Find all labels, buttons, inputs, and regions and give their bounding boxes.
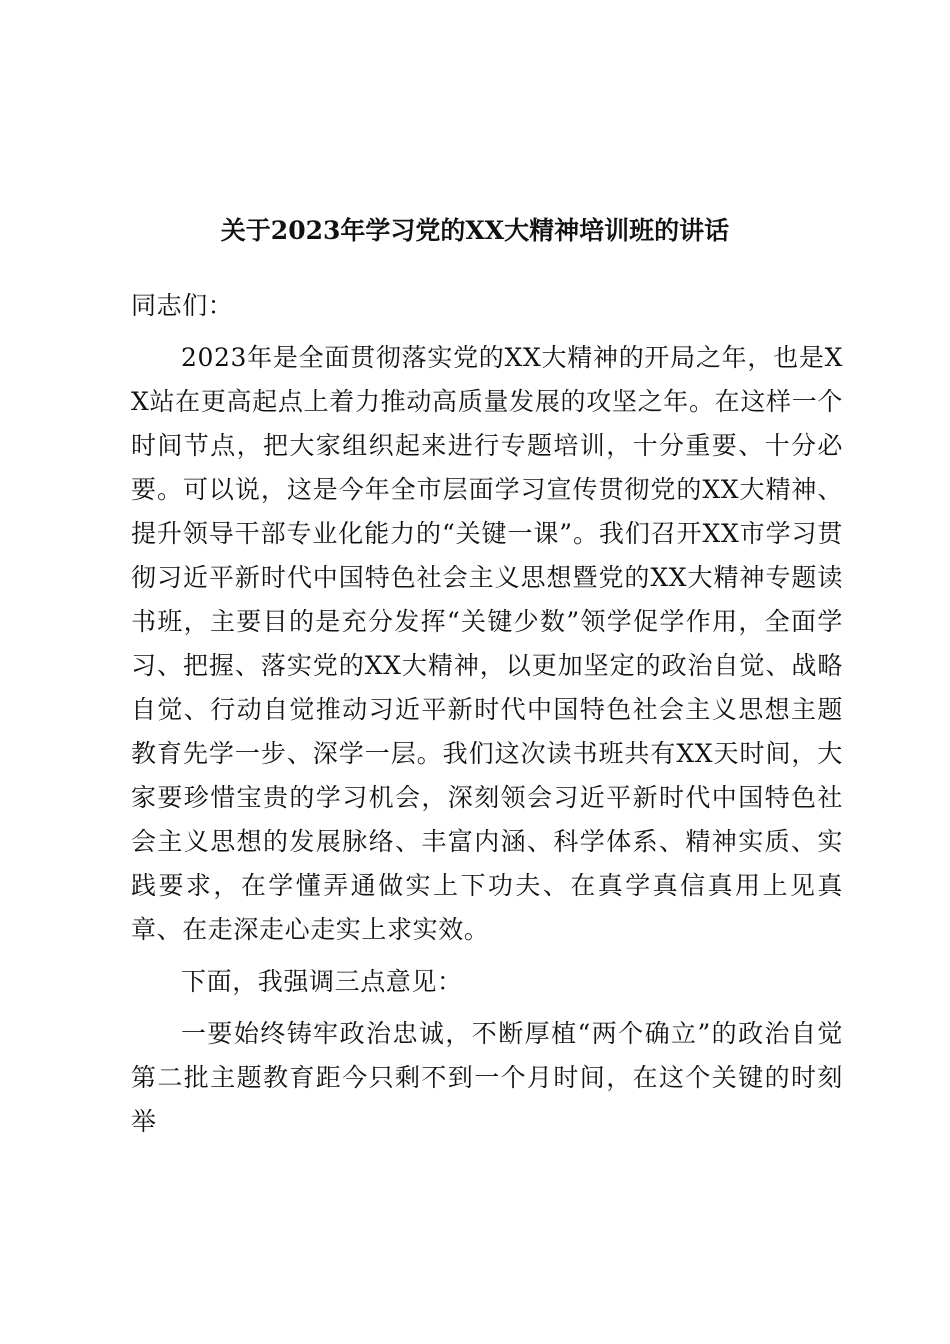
salutation: 同志们： xyxy=(131,291,234,320)
document-body xyxy=(131,284,843,1144)
paragraph-point-one: 一要始终铸牢政治忠诚，不断厚植“两个确立”的政治自觉第二批主题教育距今只剩不到一个月时间，在这个关键的时刻举 xyxy=(131,1019,843,1136)
paragraph-intro: 2023年是全面贯彻落实党的XX大精神的开局之年，也是XX站在更高起点上着力推动高质量发展的攻坚之年。在这样一个时间节点，把大家组织起来进行专题培训，十分重要、十分必要。可以说，这是今年全市层面学习宣传贯彻党的XX大精神、提升领导干部专业化能力的“关键一课”。我们召开XX市学习贯彻习近平新时代中国特色社会主义思想暨党的XX大精神专题读书班，主要目的是充分发挥“关键少数”领学促学作用，全面学习、把握、落实党的XX大精神，以更加坚定的政治自觉、战略自觉、行动自觉推动习近平新时代中国特色社会主义思想主题教育先学一步、深学一层。我们这次读书班共有XX天时间，大家要珍惜宝贵的学习机会，深刻领会习近平新时代中国特色社会主义思想的发展脉络、丰富内涵、科学体系、精神实质、实践要求，在学懂弄通做实上下功夫、在真学真信真用上见真章、在走深走心走实上求实效。 xyxy=(131,343,843,944)
document-title: 关于2023年学习党的XX大精神培训班的讲话 xyxy=(220,216,730,245)
paragraph-transition: 下面，我强调三点意见： xyxy=(181,967,463,996)
